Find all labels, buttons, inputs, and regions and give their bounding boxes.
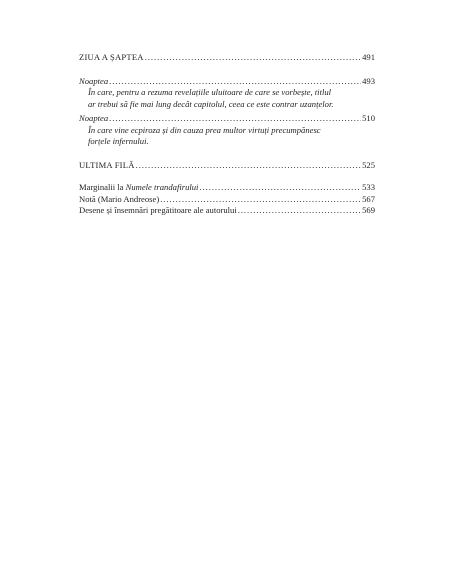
toc-page-number: 567 [362, 193, 375, 204]
toc-row [79, 113, 375, 125]
toc-page-number: 493 [362, 75, 375, 86]
toc-row [79, 52, 375, 64]
dot-leader [199, 182, 361, 194]
toc-row [79, 160, 375, 172]
toc-entry-nota [79, 194, 375, 206]
toc-entry-title-text: Noaptea [79, 113, 109, 123]
toc-page-number: 491 [362, 52, 375, 62]
dot-leader [238, 205, 361, 217]
dot-leader [109, 113, 361, 125]
dot-leader [160, 194, 361, 206]
dot-leader [109, 76, 361, 88]
toc-entry-description: În care, pentru a rezuma revelațiile uluitoare de care se vorbește, titlul ar trebui să fie mai lung decât capitolul, ceea ce este contrar uzanțelor. [88, 87, 334, 109]
toc-entry-noaptea-510 [79, 113, 375, 148]
toc-entry-title: ULTIMA FILĂ [79, 159, 135, 170]
toc-row [79, 194, 375, 206]
toc-entry-marginalii [79, 182, 375, 194]
toc-entry-ziua-a-saptea [79, 52, 375, 64]
toc-page-number: 525 [362, 159, 375, 170]
toc-entry-title [79, 113, 108, 125]
toc-entry-ultima-fila [79, 160, 375, 172]
toc-entry-title [79, 182, 198, 194]
toc-entry-desene [79, 205, 375, 217]
toc-entry-title: ZIUA A ȘAPTEA [79, 52, 144, 62]
dot-leader [136, 160, 362, 172]
toc-row [79, 76, 375, 88]
toc-entry-description: În care vine ecpiroza și din cauza prea multor virtuți precumpănesc forțele infernului. [88, 124, 321, 146]
spacer [79, 148, 375, 160]
toc-entry-title-prefix: Marginalii la [79, 182, 126, 192]
toc-page-number: 533 [362, 182, 375, 192]
toc-entry-title-italic: Numele trandafirului [125, 182, 199, 192]
toc-row [79, 182, 375, 194]
toc-entry-title [79, 76, 108, 88]
toc-page-number: 510 [362, 113, 375, 123]
toc-row [79, 205, 375, 217]
toc-entry-noaptea-493 [79, 76, 375, 111]
spacer [79, 171, 375, 182]
toc-entry-title: Notă (Mario Andreose) [79, 193, 160, 204]
table-of-contents [79, 52, 375, 217]
toc-entry-title-text: Noaptea [79, 75, 109, 86]
toc-entry-title: Desene și însemnări pregătitoare ale autorului [79, 205, 237, 215]
spacer [79, 64, 375, 76]
dot-leader [145, 52, 361, 64]
toc-page-number: 569 [362, 205, 375, 215]
